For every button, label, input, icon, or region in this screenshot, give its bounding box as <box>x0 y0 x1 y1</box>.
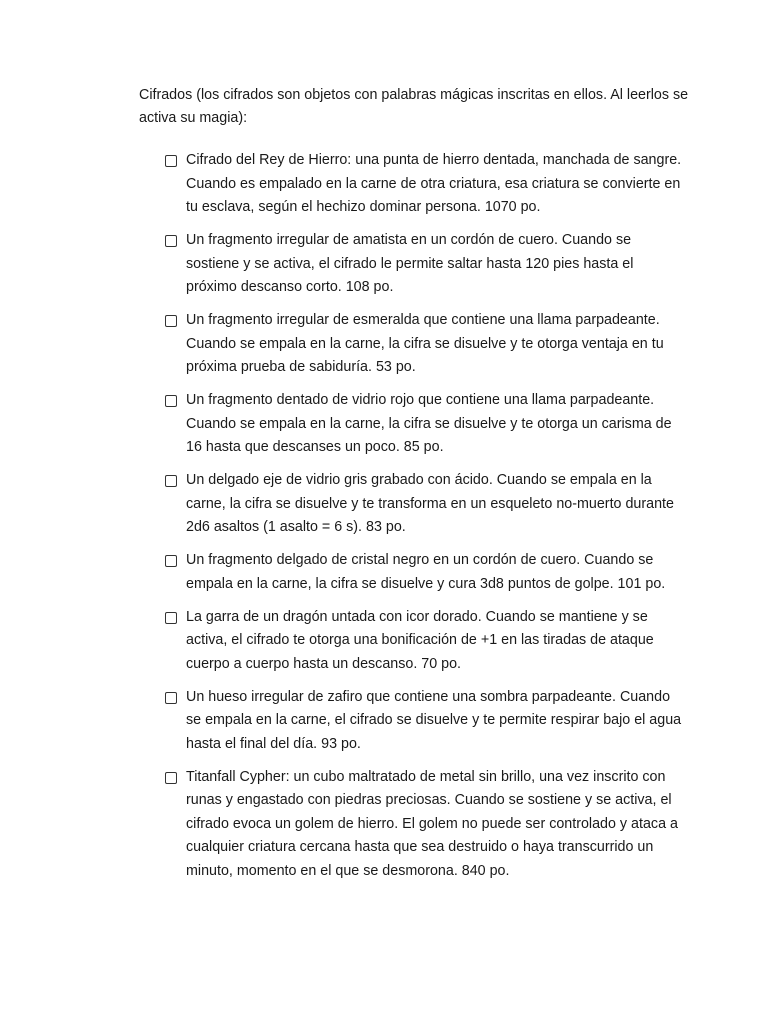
checklist-item <box>164 606 684 677</box>
checklist-item <box>164 389 684 460</box>
item-text: Un fragmento dentado de vidrio rojo que contiene una llama parpadeante. Cuando se empala en la carne, la cifra se disuelve y te otorga un carisma de 16 hasta que descanses un poco. 85 po. <box>186 392 672 455</box>
item-text: Cifrado del Rey de Hierro: una punta de hierro dentada, manchada de sangre. Cuando es empalado en la carne de otra criatura, esa criatura se convierte en tu esclava, según el hechizo dominar persona. 1070 po. <box>186 152 682 215</box>
checklist-item <box>164 549 684 596</box>
item-text: Un fragmento irregular de esmeralda que contiene una llama parpadeante. Cuando se empala en la carne, la cifra se disuelve y te otorga ventaja en tu próxima prueba de sabiduría. 53 po. <box>186 312 664 375</box>
checkbox[interactable] <box>165 692 177 704</box>
checklist-item <box>164 229 684 300</box>
checkbox[interactable] <box>165 555 177 567</box>
checkbox[interactable] <box>165 612 177 624</box>
item-text: Un hueso irregular de zafiro que contiene una sombra parpadeante. Cuando se empala en la carne, el cifrado se disuelve y te permite respirar bajo el agua hasta el final del día. 93 po. <box>186 688 682 752</box>
checklist <box>164 149 684 893</box>
checkbox[interactable] <box>165 475 177 487</box>
checkbox[interactable] <box>165 155 177 167</box>
checkbox[interactable] <box>165 772 177 784</box>
checklist-item <box>164 149 684 220</box>
item-text: Titanfall Cypher: un cubo maltratado de metal sin brillo, una vez inscrito con runas y engastado con piedras preciosas. Cuando se sostiene y se activa, el cifrado evoca un golem de hierro. El golem no puede ser controlado y ataca a cualquier criatura cercana hasta que sea destruido o haya transcurrido un minuto, momento en el que se desmorona. 840 po. <box>186 768 678 879</box>
item-text: Un fragmento delgado de cristal negro en un cordón de cuero. Cuando se empala en la carne, la cifra se disuelve y cura 3d8 puntos de golpe. 101 po. <box>186 552 666 592</box>
item-text: Un delgado eje de vidrio gris grabado con ácido. Cuando se empala en la carne, la cifra se disuelve y te transforma en un esqueleto no-muerto durante 2d6 asaltos (1 asalto = 6 s). 83 po. <box>186 472 674 535</box>
checklist-item <box>164 309 684 380</box>
item-text: La garra de un dragón untada con icor dorado. Cuando se mantiene y se activa, el cifrado te otorga una bonificación de +1 en las tiradas de ataque cuerpo a cuerpo hasta un descanso. 70 po. <box>186 608 654 672</box>
checkbox[interactable] <box>165 235 177 247</box>
checklist-item <box>164 766 684 884</box>
item-text: Un fragmento irregular de amatista en un cordón de cuero. Cuando se sostiene y se activa, el cifrado le permite saltar hasta 120 pies hasta el próximo descanso corto. 108 po. <box>186 232 634 295</box>
checkbox[interactable] <box>165 315 177 327</box>
checklist-item <box>164 469 684 540</box>
checklist-item <box>164 686 684 757</box>
checkbox[interactable] <box>165 395 177 407</box>
intro-paragraph: Cifrados (los cifrados son objetos con palabras mágicas inscritas en ellos. Al leerlos se activa su magia): <box>139 87 689 126</box>
